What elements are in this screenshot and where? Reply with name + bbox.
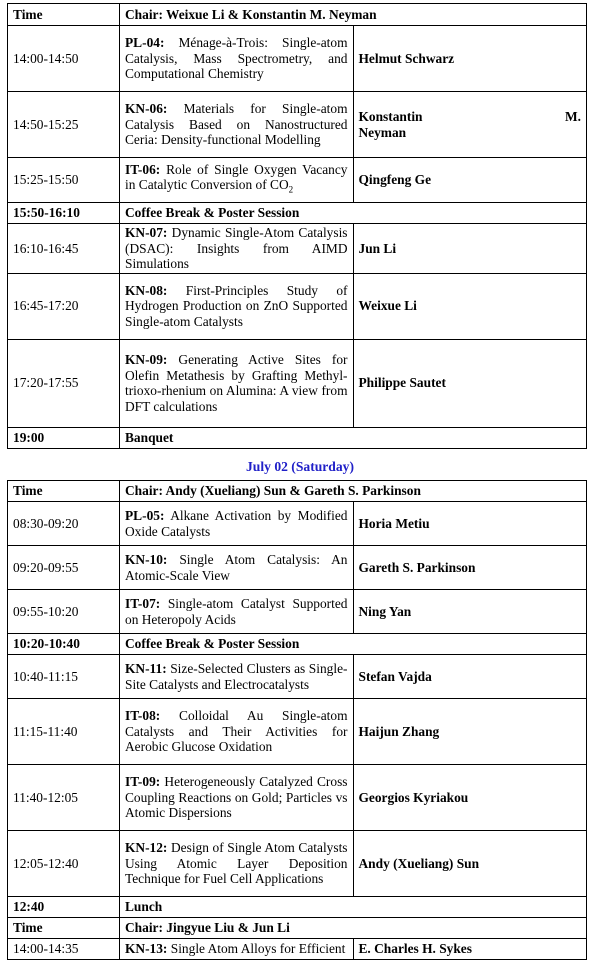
session-time: 14:50-15:25	[8, 92, 120, 158]
talk-code: IT-06:	[125, 161, 161, 177]
speaker-name-cell	[353, 92, 587, 158]
table-row	[8, 26, 587, 92]
lunch-row	[8, 897, 587, 918]
chair-header: Chair: Weixue Li & Konstantin M. Neyman	[120, 4, 587, 26]
speaker-name: Qingfeng Ge	[353, 158, 587, 203]
speaker-name: Horia Metiu	[353, 502, 587, 546]
time-header: Time	[8, 4, 120, 26]
talk-title-cell	[120, 765, 354, 831]
session-time: 16:10-16:45	[8, 224, 120, 274]
session-time: 15:25-15:50	[8, 158, 120, 203]
talk-code: KN-07:	[125, 225, 168, 240]
time-header: Time	[8, 918, 120, 939]
talk-code: IT-07:	[125, 595, 161, 611]
session-time: 17:20-17:55	[8, 339, 120, 427]
talk-title: Colloidal Au Single-atom Catalysts and Their Activities for Aerobic Glucose Oxidation	[125, 708, 348, 755]
speaker-name: Jun Li	[353, 224, 587, 274]
table-row	[8, 699, 587, 765]
talk-title-cell	[120, 939, 354, 960]
day-title: July 02 (Saturday)	[245, 459, 354, 474]
talk-title: Design of Single Atom Catalysts Using Atomic Layer Deposition Technique for Fuel Cell Applications	[125, 840, 348, 887]
talk-title: Heterogeneously Catalyzed Cross Coupling Reactions on Gold; Particles vs Atomic Dispersions	[125, 774, 348, 821]
talk-title-cell	[120, 339, 354, 427]
speaker-name: Haijun Zhang	[353, 699, 587, 765]
speaker-first-name: Konstantin	[358, 108, 423, 124]
table-header-row	[8, 481, 587, 502]
talk-title: Ménage-à-Trois: Single-atom Catalysis, Mass Spectrometry, and Computational Chemistry	[125, 35, 348, 82]
event-label: Lunch	[120, 897, 587, 918]
talk-title: Dynamic Single-Atom Catalysis (DSAC): Insights from AIMD Simulations	[125, 225, 348, 272]
session-time: 08:30-09:20	[8, 502, 120, 546]
talk-title: Materials for Single-atom Catalysis Based on Nanostructured Ceria: Density-functional Modelling	[125, 101, 348, 148]
talk-title-cell	[120, 546, 354, 590]
talk-title: Role of Single Oxygen Vacancy in Catalytic Conversion of CO	[125, 161, 348, 193]
table-row	[8, 158, 587, 203]
talk-title: Generating Active Sites for Olefin Metathesis by Grafting Methyl-trioxo-rhenium on Alumina: A view from DFT calculations	[125, 352, 348, 414]
talk-title-cell	[120, 273, 354, 339]
time-header: Time	[8, 481, 120, 502]
session-time: 09:20-09:55	[8, 546, 120, 590]
speaker-middle-initial: M.	[565, 108, 581, 124]
subscript-2: 2	[288, 184, 294, 195]
table-row	[8, 655, 587, 699]
talk-code: IT-08:	[125, 708, 161, 724]
session-time: 10:20-10:40	[8, 634, 120, 655]
chair-header: Chair: Andy (Xueliang) Sun & Gareth S. Parkinson	[120, 481, 587, 502]
table-row	[8, 590, 587, 634]
talk-title-cell	[120, 92, 354, 158]
session-time: 12:40	[8, 897, 120, 918]
schedule-table-day1	[7, 3, 587, 449]
talk-code: PL-04:	[125, 35, 165, 51]
table-row	[8, 339, 587, 427]
talk-code: PL-05:	[125, 507, 165, 523]
table-row	[8, 224, 587, 274]
break-row	[8, 203, 587, 224]
talk-title-cell	[120, 502, 354, 546]
talk-title-cell	[120, 655, 354, 699]
talk-title-cell	[120, 224, 354, 274]
banquet-row	[8, 427, 587, 448]
speaker-name: Philippe Sautet	[353, 339, 587, 427]
talk-title-cell	[120, 26, 354, 92]
talk-title: Size-Selected Clusters as Single-Site Catalysts and Electrocatalysts	[125, 660, 348, 692]
break-label: Coffee Break & Poster Session	[120, 203, 587, 224]
session-time: 14:00-14:50	[8, 26, 120, 92]
talk-code: KN-13:	[125, 941, 168, 957]
table-row	[8, 831, 587, 897]
talk-code: KN-10:	[125, 551, 168, 567]
table-header-row	[8, 4, 587, 26]
speaker-name: Weixue Li	[353, 273, 587, 339]
session-time: 12:05-12:40	[8, 831, 120, 897]
talk-code: KN-08:	[125, 282, 168, 298]
talk-code: KN-11:	[125, 660, 167, 676]
session-time: 16:45-17:20	[8, 273, 120, 339]
talk-title-cell	[120, 590, 354, 634]
session-time: 11:15-11:40	[8, 699, 120, 765]
speaker-name: Stefan Vajda	[353, 655, 587, 699]
speaker-name: Helmut Schwarz	[353, 26, 587, 92]
talk-code: IT-09:	[125, 774, 161, 790]
speaker-name: Ning Yan	[353, 590, 587, 634]
talk-title: Single Atom Alloys for Efficient	[170, 941, 346, 957]
speaker-name: Georgios Kyriakou	[353, 765, 587, 831]
table-row	[8, 92, 587, 158]
table-row	[8, 765, 587, 831]
speaker-name: E. Charles H. Sykes	[353, 939, 587, 960]
table-row	[8, 939, 587, 960]
speaker-last-name: Neyman	[358, 124, 407, 140]
session-time: 09:55-10:20	[8, 590, 120, 634]
speaker-name: Andy (Xueliang) Sun	[353, 831, 587, 897]
session-time: 14:00-14:35	[8, 939, 120, 960]
event-label: Banquet	[120, 427, 587, 448]
talk-title: Single-atom Catalyst Supported on Heteropoly Acids	[125, 595, 348, 627]
talk-title-cell	[120, 831, 354, 897]
talk-title-cell	[120, 158, 354, 203]
table-row	[8, 546, 587, 590]
break-label: Coffee Break & Poster Session	[120, 634, 587, 655]
session-time: 10:40-11:15	[8, 655, 120, 699]
session-time: 11:40-12:05	[8, 765, 120, 831]
chair-header: Chair: Jingyue Liu & Jun Li	[120, 918, 587, 939]
table-row	[8, 502, 587, 546]
talk-title: First-Principles Study of Hydrogen Production on ZnO Supported Single-atom Catalysts	[125, 282, 348, 330]
table-header-row	[8, 918, 587, 939]
schedule-table-day2	[7, 480, 587, 960]
talk-title: Single Atom Catalysis: An Atomic-Scale View	[125, 551, 348, 583]
talk-title-cell	[120, 699, 354, 765]
session-time: 15:50-16:10	[8, 203, 120, 224]
session-time: 19:00	[8, 427, 120, 448]
talk-code: KN-09:	[125, 352, 168, 368]
break-row	[8, 634, 587, 655]
talk-code: KN-06:	[125, 101, 168, 117]
table-row	[8, 273, 587, 339]
speaker-name: Gareth S. Parkinson	[353, 546, 587, 590]
talk-title: Alkane Activation by Modified Oxide Catalysts	[125, 507, 348, 539]
talk-code: KN-12:	[125, 840, 168, 856]
